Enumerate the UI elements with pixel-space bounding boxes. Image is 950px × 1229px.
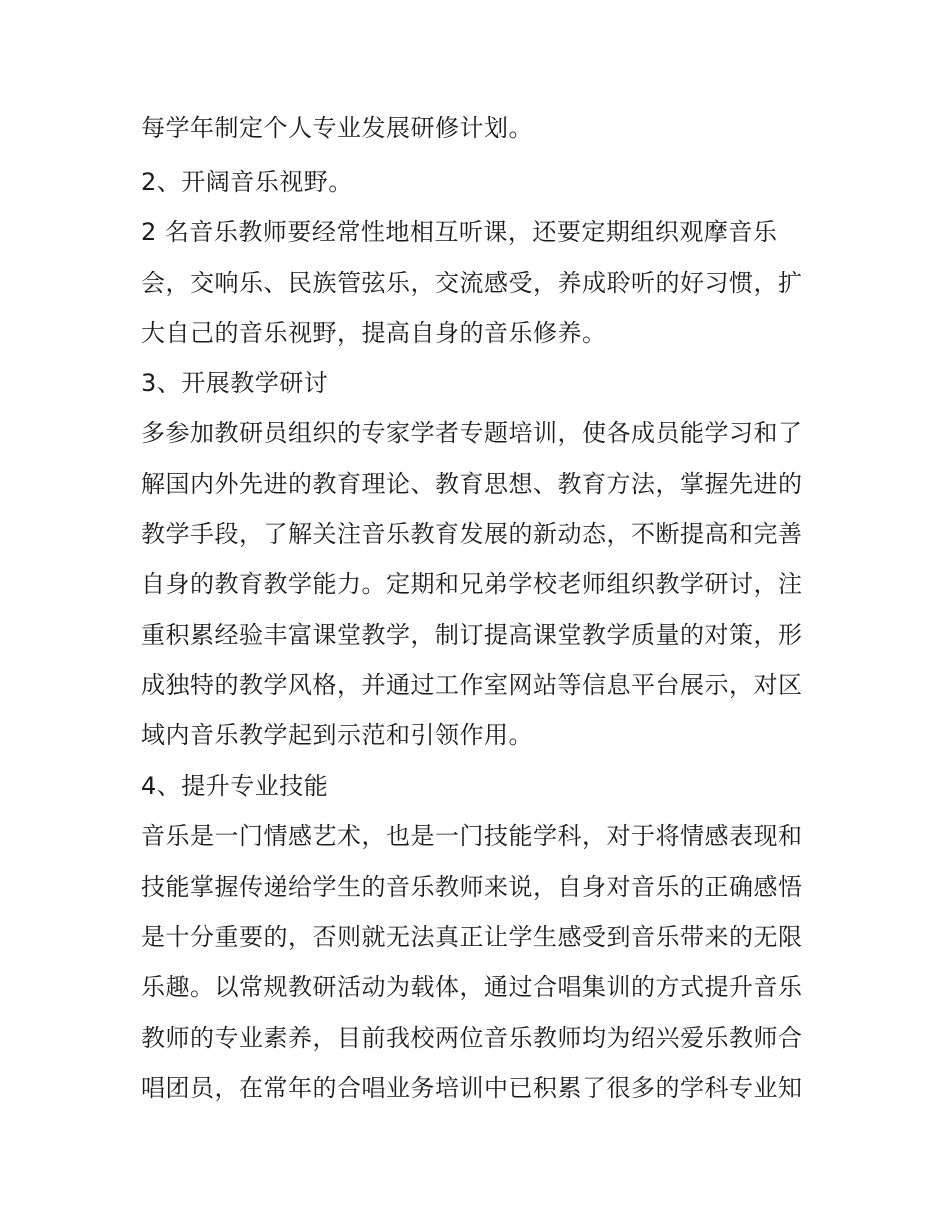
text-line: 技能掌握传递给学生的音乐教师来说，自身对音乐的正确感悟 bbox=[141, 873, 803, 901]
text-line: 重积累经验丰富课堂教学，制订提高课堂教学质量的对策，形 bbox=[141, 621, 803, 649]
text-line: 音乐是一门情感艺术，也是一门技能学科，对于将情感表现和 bbox=[141, 822, 803, 850]
text-line: 乐趣。以常规教研活动为载体，通过合唱集训的方式提升音乐 bbox=[141, 973, 803, 1001]
text-line: 域内音乐教学起到示范和引领作用。 bbox=[141, 721, 533, 749]
text-line: 自身的教育教学能力。定期和兄弟学校老师组织教学研讨，注 bbox=[141, 570, 803, 598]
section-heading: 4、提升专业技能 bbox=[141, 772, 329, 800]
text-line: 教学手段，了解关注音乐教育发展的新动态，不断提高和完善 bbox=[141, 520, 803, 548]
section-heading: 3、开展教学研讨 bbox=[141, 369, 329, 397]
text-line: 教师的专业素养，目前我校两位音乐教师均为绍兴爱乐教师合 bbox=[141, 1024, 803, 1052]
text-line: 是十分重要的，否则就无法真正让学生感受到音乐带来的无限 bbox=[141, 923, 803, 951]
text-line: 2 名音乐教师要经常性地相互听课，还要定期组织观摩音乐 bbox=[141, 218, 778, 246]
text-line: 解国内外先进的教育理论、教育思想、教育方法，掌握先进的 bbox=[141, 470, 803, 498]
text-line: 大自己的音乐视野，提高自身的音乐修养。 bbox=[141, 319, 607, 347]
text-line: 每学年制定个人专业发展研修计划。 bbox=[141, 114, 533, 142]
section-heading: 2、开阔音乐视野。 bbox=[141, 168, 353, 196]
text-line: 唱团员，在常年的合唱业务培训中已积累了很多的学科专业知 bbox=[141, 1074, 803, 1102]
text-line: 会，交响乐、民族管弦乐，交流感受，养成聆听的好习惯，扩 bbox=[141, 269, 803, 297]
text-line: 多参加教研员组织的专家学者专题培训，使各成员能学习和了 bbox=[141, 419, 803, 447]
text-line: 成独特的教学风格，并通过工作室网站等信息平台展示，对区 bbox=[141, 671, 803, 699]
